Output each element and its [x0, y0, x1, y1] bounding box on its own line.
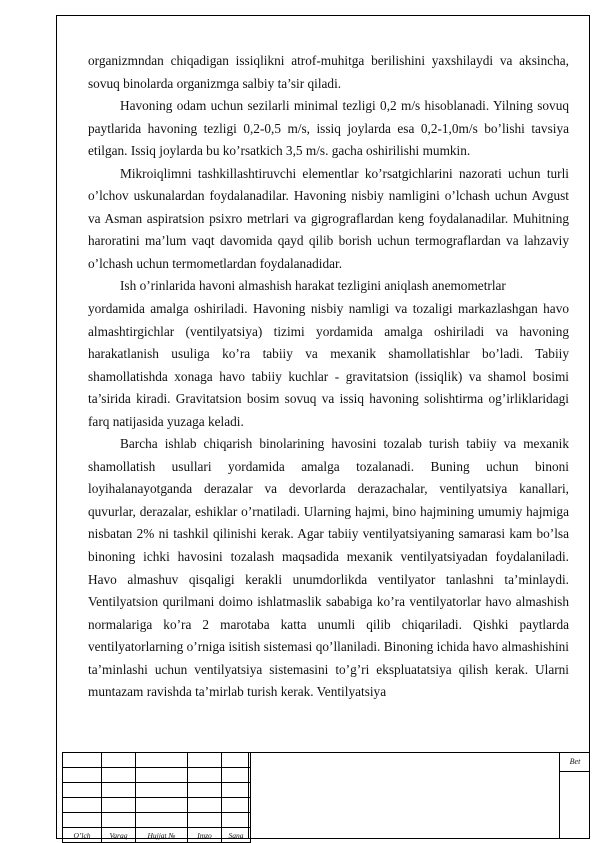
sheet-label: Bet	[569, 757, 581, 766]
stamp-label-imzo: Imzo	[188, 828, 222, 843]
stamp-label-olch: O’lch	[63, 828, 102, 843]
paragraph-6: Barcha ishlab chiqarish binolarining havosini tozalab turish tabiiy va mexanik shamollatish usullari yordamida amalga tozalanadi. Buning uchun binoni loyihalanayotganda derazalar va devorlarda derazachalar, ventilyatsiya kanallari, quvurlar, derazalar, eshiklar o’rnatiladi. Ularning hajmi, bino hajmining umumiy hajmiga nisbatan 2% ni tashkil qilinishi kerak. Agar tabiiy ventilyatsiyaning samarasi kam bo’lsa binoning ichki havosini tozalash maqsadida mexanik ventilyatsiyadan foydalaniladi. Havo almashuv qisqaligi kerakli unumdorlikda ventilyator tanlashni ta’minlaydi. Ventilyatsion qurilmani doimo ishlatmaslik sababiga ko’ra ventilyatorlar havo almashish normalariga ko’ra 2 marotaba katta unumli qilib chiqariladi. Qishki paytlarda ventilyatorlarning o’rniga isitish sistemasi qo’llaniladi. Binoning ichida havo almashishini ta’minlashi uchun ventilyatsiya sistemasini to’g’ri ekspluatatsiya qilish kerak. Ularni muntazam ravishda ta’mirlab turish kerak. Ventilyatsiya	[88, 436, 569, 700]
paragraph-3: Mikroiqlimni tashkillashtiruvchi elementlar ko’rsatgichlarini nazorati uchun turli o’lchov uskunalardan foydalanadilar. Havoning nisbiy namligini o’lchash uchun Avgust va Asman aspiratsion psixro metrlari va gigrograflardan keng foydalanadilar. Muhitning haroratini ma’lum vaqt davomida qayd qilib borish uchun termograflardan va lahzaviy o’lchash uchun termometlardan foydalanadidar.	[88, 165, 569, 271]
paragraph-1: organizmndan chiqadigan issiqlikni atrof-muhitga berilishini yaxshilaydi va aksincha, sovuq binolarda organizmga salbiy ta’sir qiladi.	[88, 53, 569, 91]
title-block-main-cell	[248, 752, 559, 839]
stamp-label-hujjat: Hujjat №	[136, 828, 188, 843]
paragraph-5: yordamida amalga oshiriladi. Havoning nisbiy namligi va tozaligi markazlashgan havo almashtirgichlar (ventilyatsiya) tizimi yordamida amalga oshiriladi va havoning harakatlanish usuliga ko’ra tabiiy va mexanik shamollatishlar bo’ladi. Tabiiy shamollatishda xonaga havo tabiiy kuchlar - gravitatsion (issiqlik) va shamol bosimi ta’sirida kiradi. Gravitatsion bosim sovuq va issiq havoning solishtirma og’irliklaridagi farq natijasida yuzaga keladi.	[88, 301, 569, 429]
paragraph-4: Ish o’rinlarida havoni almashish harakat tezligini aniqlash anemometrlar	[120, 278, 506, 294]
sheet-divider	[560, 771, 590, 772]
stamp-label-varaq: Varaq	[102, 828, 136, 843]
stamp-label-sana: Sana	[222, 828, 251, 843]
document-body	[88, 50, 569, 704]
title-block-grid	[62, 752, 251, 843]
paragraph-2: Havoning odam uchun sezilarli minimal tezligi 0,2 m/s hisoblanadi. Yilning sovuq paytlarida havoning tezligi 0,2-0,5 m/s, issiq joylarda esa 0,2-1,0m/s bo’lishi tavsiya etilgan. Issiq joylarda bu ko’rsatkich 3,5 m/s. gacha oshirilishi mumkin.	[88, 98, 569, 159]
title-block	[62, 752, 590, 839]
sheet-number-cell	[559, 752, 590, 839]
